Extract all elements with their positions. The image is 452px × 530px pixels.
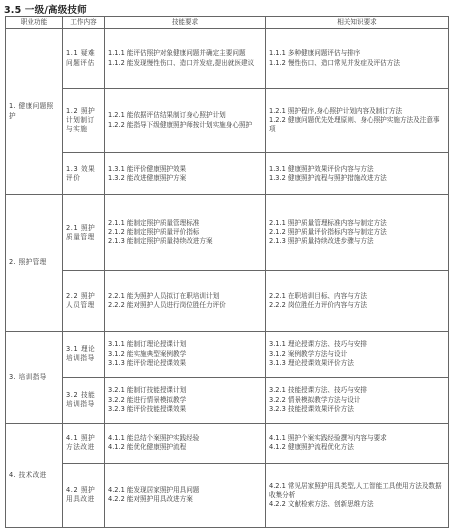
knowledge-item: 2.1.3 照护质量持续改进步骤与方法 bbox=[269, 237, 374, 246]
work-content-cell: 3.1 理论培训指导 bbox=[63, 331, 105, 377]
skill-item: 1.1.1 能评估照护对象健康问题并确定主要问题 bbox=[108, 49, 246, 58]
table-row bbox=[6, 331, 449, 377]
skill-item: 3.2.3 能评价技能授课效果 bbox=[108, 404, 187, 413]
skill-item: 2.1.3 能制定照护质量持续改进方案 bbox=[108, 237, 213, 246]
skill-item: 1.3.2 能改进健康照护方案 bbox=[108, 173, 187, 182]
skill-item: 2.1.2 能制定照护质量评价指标 bbox=[108, 228, 200, 237]
knowledge-item: 4.1.2 健康照护流程优化方法 bbox=[269, 443, 354, 452]
skill-item: 1.2.1 能依据评估结果制订身心照护计划 bbox=[108, 111, 226, 120]
header-content: 工作内容 bbox=[63, 17, 105, 29]
function-cell: 2. 照护管理 bbox=[6, 195, 63, 331]
knowledge-item: 3.1.1 理论授课方法、技巧与安排 bbox=[269, 340, 367, 349]
table-row bbox=[6, 271, 449, 331]
table-row bbox=[6, 195, 449, 271]
skills-cell bbox=[105, 29, 266, 89]
knowledge-item: 2.1.2 照护质量评价指标内容与制定方法 bbox=[269, 228, 387, 237]
work-content-cell: 3.2 技能培训指导 bbox=[63, 377, 105, 423]
skill-item: 3.2.1 能制订技能授课计划 bbox=[108, 386, 187, 395]
skills-cell bbox=[105, 195, 266, 271]
skill-item: 4.2.1 能发现居家照护用具问题 bbox=[108, 486, 200, 495]
work-content-cell: 4.2 照护用具改进 bbox=[63, 463, 105, 527]
table-header-row bbox=[6, 17, 449, 29]
table-row bbox=[6, 89, 449, 153]
knowledge-item: 2.2.2 岗位胜任力评价内容与方法 bbox=[269, 301, 367, 309]
skill-item: 3.1.2 能实施典型案例教学 bbox=[108, 349, 187, 358]
table-row bbox=[6, 29, 449, 89]
work-content-cell: 4.1 照护方法改进 bbox=[63, 423, 105, 463]
header-knowledge: 相关知识要求 bbox=[266, 17, 449, 29]
knowledge-item: 3.1.2 案例教学方法与设计 bbox=[269, 349, 348, 358]
skills-cell bbox=[105, 271, 266, 331]
skill-item: 4.1.1 能总结个案照护实践经验 bbox=[108, 434, 200, 443]
skills-cell bbox=[105, 377, 266, 423]
skill-item: 1.3.1 能评价健康照护效果 bbox=[108, 164, 187, 173]
table-row bbox=[6, 153, 449, 195]
knowledge-item: 2.1.1 照护质量管理标准内容与制定方法 bbox=[269, 219, 387, 228]
section-title: 3.5 一级/高级技师 bbox=[4, 5, 87, 16]
knowledge-item: 3.1.3 理论授课效果评价方法 bbox=[269, 358, 354, 367]
header-function: 职业功能 bbox=[6, 17, 63, 29]
knowledge-item: 1.3.1 健康照护效果评价内容与方法 bbox=[269, 164, 374, 173]
knowledge-cell bbox=[266, 29, 449, 89]
knowledge-item: 3.2.3 技能授课效果评价方法 bbox=[269, 404, 354, 413]
skill-item: 1.2.2 能指导下级健康照护师按计划实施身心照护 bbox=[108, 120, 253, 129]
skills-cell bbox=[105, 463, 266, 527]
knowledge-item: 1.3.2 健康照护流程与照护措施改进方法 bbox=[269, 173, 387, 182]
knowledge-item: 3.2.2 情景模拟教学方法与设计 bbox=[269, 395, 361, 404]
work-content-cell: 1.2 照护计划制订与实施 bbox=[63, 89, 105, 153]
knowledge-cell bbox=[266, 271, 449, 331]
function-cell: 4. 技术改进 bbox=[6, 423, 63, 527]
knowledge-item: 4.1.1 照护个案实践经验撰写内容与要求 bbox=[269, 434, 387, 443]
table-row bbox=[6, 463, 449, 527]
function-cell: 3. 培训指导 bbox=[6, 331, 63, 423]
skill-item: 3.2.2 能进行情景模拟教学 bbox=[108, 395, 187, 404]
knowledge-cell bbox=[266, 423, 449, 463]
knowledge-cell bbox=[266, 463, 449, 527]
skills-cell bbox=[105, 153, 266, 195]
work-content-cell: 2.1 照护质量管理 bbox=[63, 195, 105, 271]
skill-item: 4.2.2 能对照护用具改进方案 bbox=[108, 495, 193, 504]
skill-item: 2.2.1 能为照护人员拟订在职培训计划 bbox=[108, 291, 220, 300]
knowledge-cell bbox=[266, 195, 449, 271]
skill-item: 2.2.2 能对照护人员进行岗位胜任力评价 bbox=[108, 301, 226, 309]
skills-cell bbox=[105, 423, 266, 463]
knowledge-item: 1.2.1 照护程序,身心照护计划内容及制订方法 bbox=[269, 106, 403, 115]
skills-cell bbox=[105, 331, 266, 377]
knowledge-item: 1.1.2 慢性伤口、造口常见并发症及评估方法 bbox=[269, 58, 400, 67]
skill-item: 4.1.2 能优化健康照护流程 bbox=[108, 443, 187, 452]
work-content-cell: 1.1 疑难问题评估 bbox=[63, 29, 105, 89]
knowledge-item: 4.2.2 文献检索方法、创新思维方法 bbox=[269, 500, 374, 508]
work-content-cell: 2.2 照护人员管理 bbox=[63, 271, 105, 331]
skill-item: 2.1.1 能制定照护质量管理标准 bbox=[108, 219, 200, 228]
skill-item: 1.1.2 能发现慢性伤口、造口并发症,提出就医建议 bbox=[108, 58, 255, 67]
knowledge-item: 2.2.1 在职培训目标、内容与方法 bbox=[269, 291, 367, 300]
header-skills: 技能要求 bbox=[105, 17, 266, 29]
knowledge-item: 3.2.1 技能授课方法、技巧与安排 bbox=[269, 386, 367, 395]
function-cell: 1. 健康问题照护 bbox=[6, 29, 63, 195]
work-content-cell: 1.3 效果评价 bbox=[63, 153, 105, 195]
knowledge-cell bbox=[266, 153, 449, 195]
table-row bbox=[6, 377, 449, 423]
table-row bbox=[6, 423, 449, 463]
requirements-table bbox=[5, 16, 449, 528]
knowledge-item: 4.2.1 常见居家照护用具类型,人工智能工具使用方法及数据收集分析 bbox=[269, 481, 442, 499]
skills-cell bbox=[105, 89, 266, 153]
knowledge-cell bbox=[266, 89, 449, 153]
skill-item: 3.1.3 能评价理论授课效果 bbox=[108, 358, 187, 367]
knowledge-item: 1.1.1 多种健康问题评估与排序 bbox=[269, 49, 361, 58]
skill-item: 3.1.1 能制订理论授课计划 bbox=[108, 340, 187, 349]
knowledge-item: 1.2.2 健康问题优先处理原则、身心照护实施方法及注意事项 bbox=[269, 116, 440, 134]
knowledge-cell bbox=[266, 377, 449, 423]
knowledge-cell bbox=[266, 331, 449, 377]
